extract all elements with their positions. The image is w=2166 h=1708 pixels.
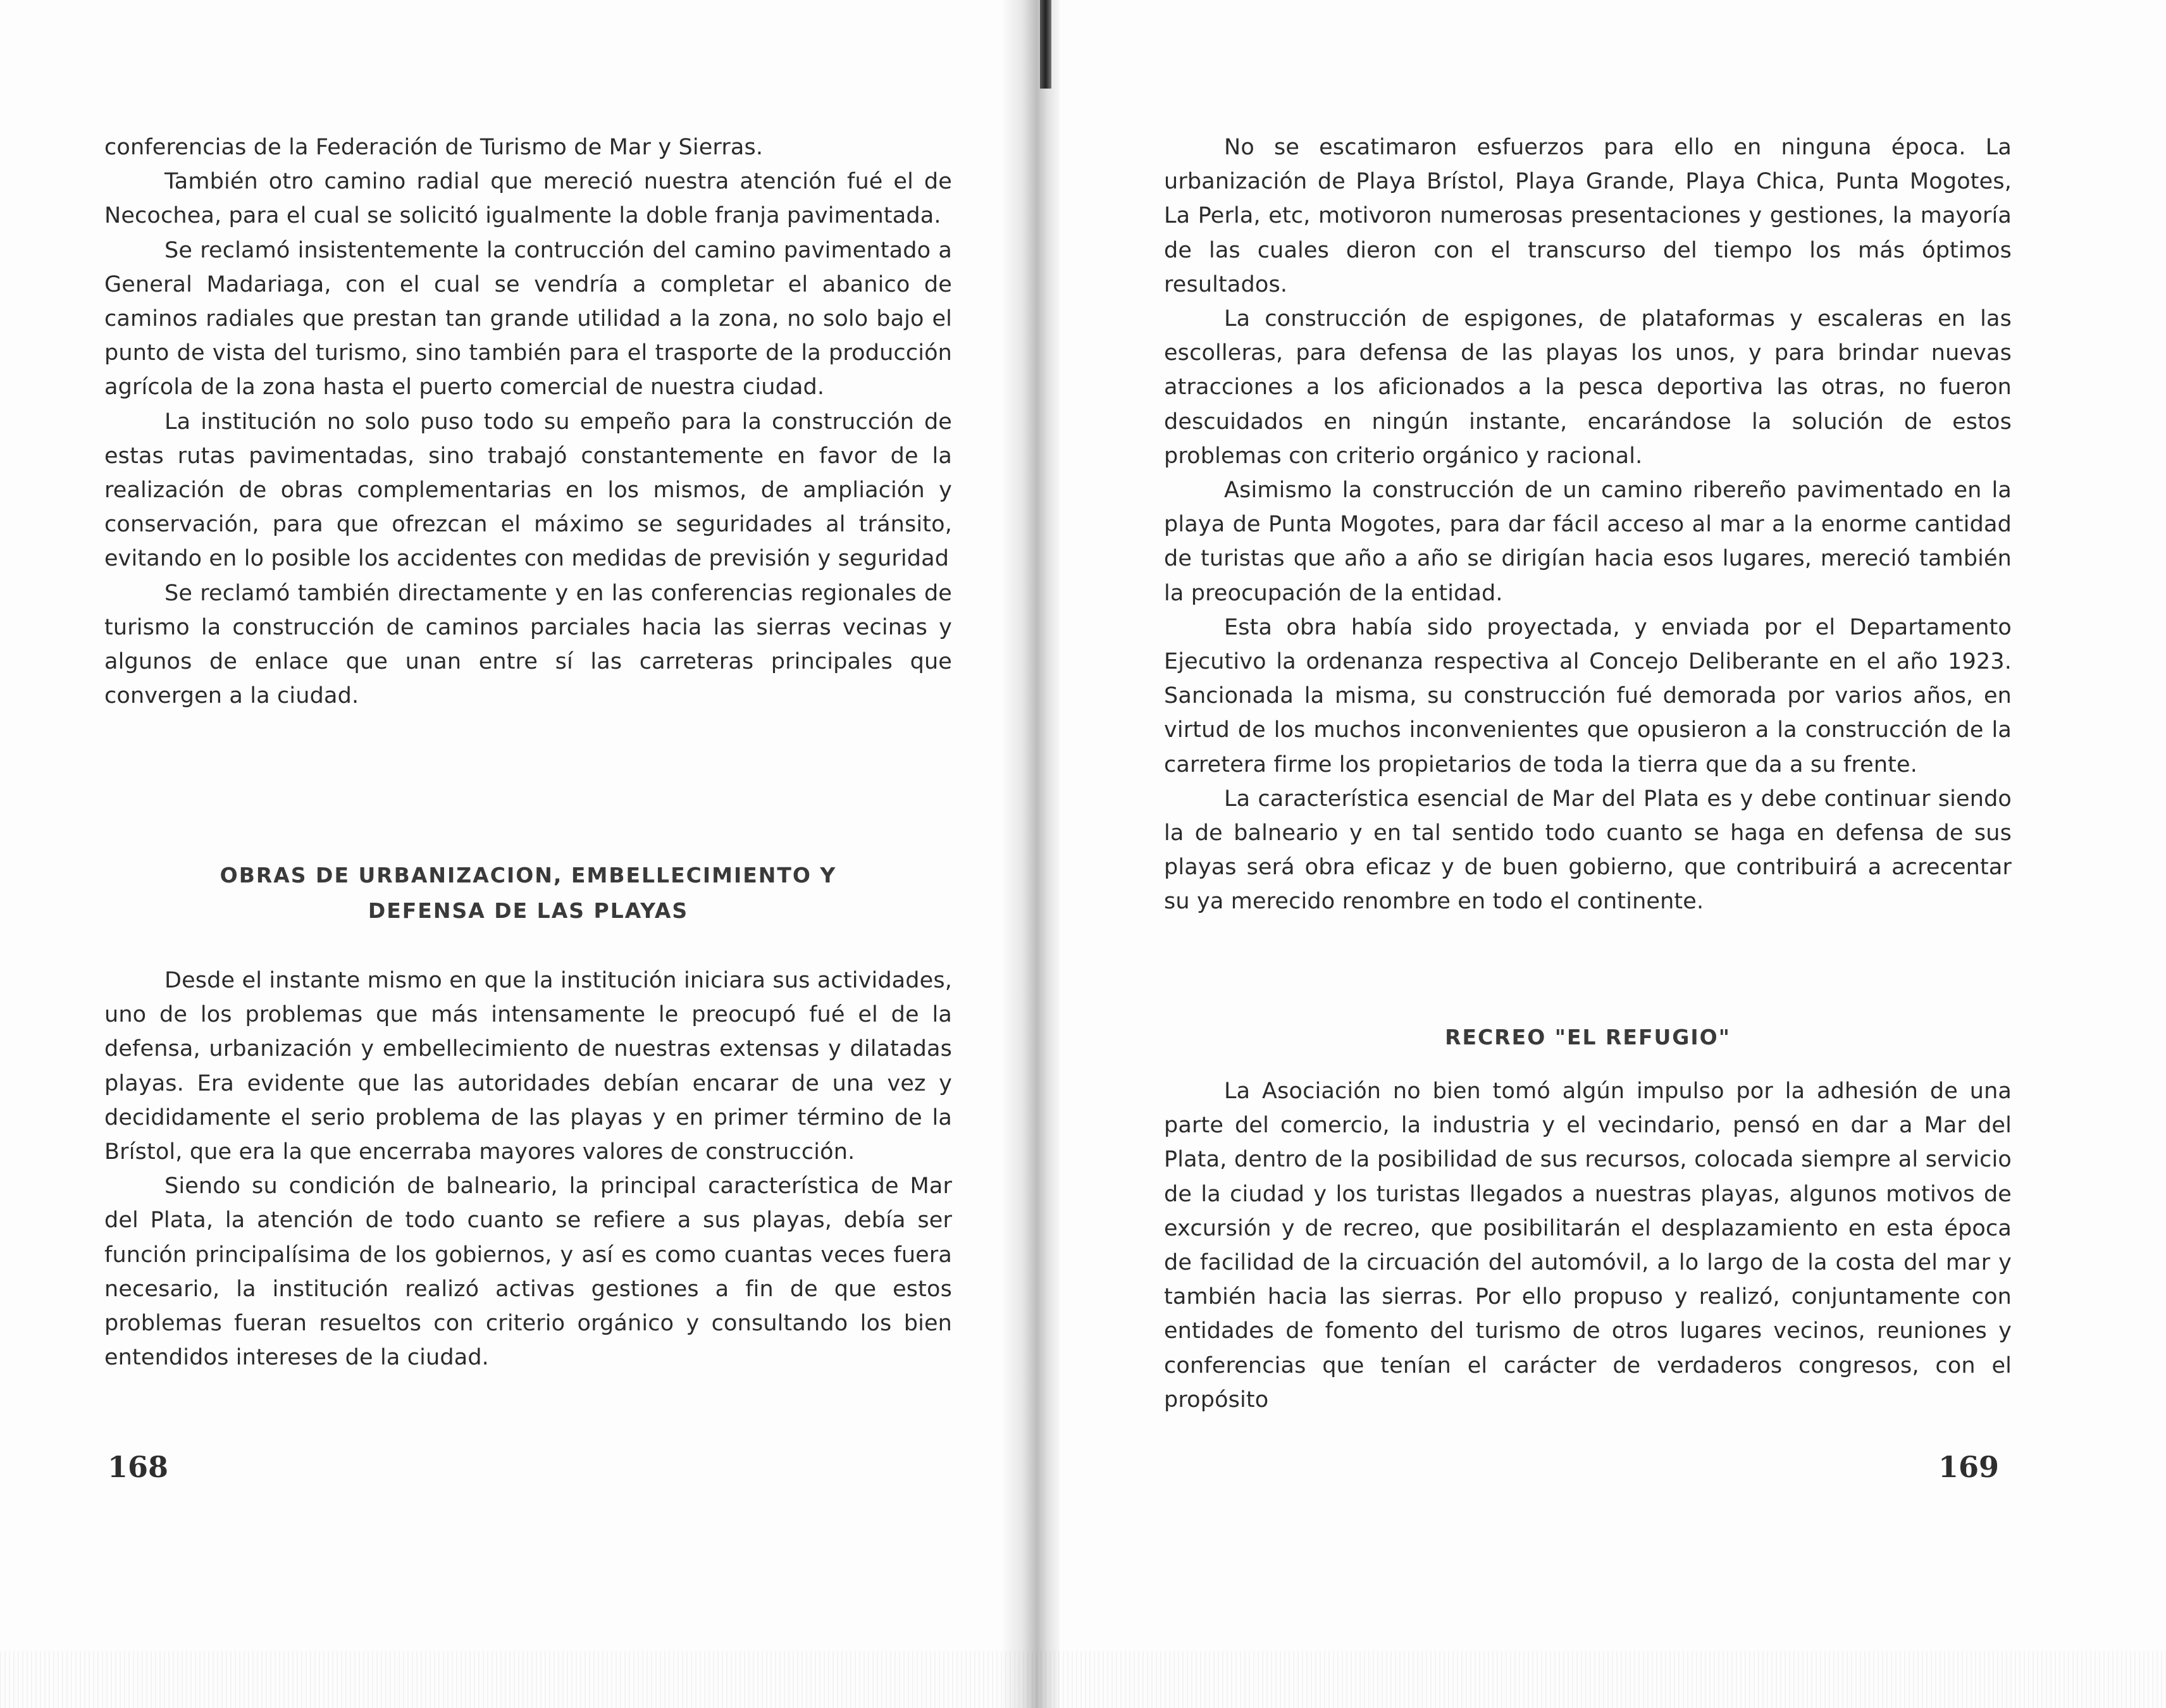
gutter-shadow xyxy=(1040,0,1051,89)
paragraph: Esta obra había sido proyectada, y enviada por el Departamento Ejecutivo la ordenanza respectiva al Concejo Deliberante en el año 1923. Sancionada la misma, su construcción fué demorada por varios años, en virtud de los muchos inconvenientes que opusieron a la construcción de la carretera firme los propietarios de toda la tierra que da a su frente. xyxy=(1164,614,2012,777)
book-gutter xyxy=(1003,0,1060,1708)
paragraph: La Asociación no bien tomó algún impulso por la adhesión de una parte del comercio, la industria y el vecindario, pensó en dar a Mar del Plata, dentro de la posibilidad de sus recursos, colocada siempre al servicio de la ciudad y los turistas llegados a nuestras playas, algunos motivos de excursión y de recreo, que posibilitarán el desplazamiento en esta época de facilidad de la circuación del automóvil, a lo largo de la costa del mar y también hacia las sierras. Por ello propuso y realizó, conjuntamente con entidades de fomento del turismo de otros lugares vecinos, reuniones y conferencias que tenían el carácter de verdaderos congresos, con el propósito xyxy=(1164,1079,2012,1413)
page-number: 168 xyxy=(108,1450,169,1484)
paragraph: Siendo su condición de balneario, la principal característica de Mar del Plata, la atención de todo cuanto se refiere a sus playas, debía ser función principalísima de los gobiernos, y así es como cuantas veces fuera necesario, la institución realizó activas gestiones a fin de que estos problemas fueran resueltos con criterio orgánico y consultando los bien entendidos intereses de la ciudad. xyxy=(104,1173,952,1371)
right-page xyxy=(1164,0,2012,1708)
paragraph: Se reclamó insistentemente la contrucción del camino pavimentado a General Madariaga, con el cual se vendría a completar el abanico de caminos radiales que prestan tan grande utilidad a la zona, no solo bajo el punto de vista del turismo, sino también para el trasporte de la producción agrícola de la zona hasta el puerto comercial de nuestra ciudad. xyxy=(104,237,952,400)
right-section-text xyxy=(1164,1074,2012,1417)
paragraph: La institución no solo puso todo su empeño para la construcción de estas rutas pavimentadas, sino trabajó constantemente en favor de la realización de obras complementarias en los mismos, de ampliación y conservación, para que ofrezcan el máximo se seguridades al tránsito, evitando en lo posible los accidentes con medidas de previsión y seguridad xyxy=(104,409,952,572)
left-section-text xyxy=(104,963,952,1375)
page-number: 169 xyxy=(1938,1450,1999,1484)
paragraph: Asimismo la construcción de un camino ribereño pavimentado en la playa de Punta Mogotes, para dar fácil acceso al mar a la enorme cantidad de turistas que año a año se dirigían hacia esos lugares, mereció también la preocupación de la entidad. xyxy=(1164,478,2012,606)
paragraph: La característica esencial de Mar del Plata es y debe continuar siendo la de balneario y en tal sentido todo cuanto se haga en defensa de sus playas será obra eficaz y de buen gobierno, que contribuirá a acrecentar su ya merecido renombre en todo el continente. xyxy=(1164,786,2012,915)
paragraph: conferencias de la Federación de Turismo de Mar y Sierras. xyxy=(104,135,764,160)
paragraph: También otro camino radial que mereció nuestra atención fué el de Necochea, para el cual se solicitó igualmente la doble franja pavimentada. xyxy=(104,169,952,229)
paragraph: Desde el instante mismo en que la institución iniciara sus actividades, uno de los problemas que más intensamente le preocupó fué el de la defensa, urbanización y embellecimiento de nuestras extensas y dilatadas playas. Era evidente que las autoridades debían encarar de una vez y decididamente el serio problema de las playas y en primer término de la Brístol, que era la que encerraba mayores valores de construcción. xyxy=(104,968,952,1165)
paragraph: Se reclamó también directamente y en las conferencias regionales de turismo la construcción de caminos parciales hacia las sierras vecinas y algunos de enlace que unan entre sí las carreteras principales que convergen a la ciudad. xyxy=(104,580,952,709)
section-heading-line1: OBRAS DE URBANIZACION, EMBELLECIMIENTO Y xyxy=(220,863,837,888)
paragraph: No se escatimaron esfuerzos para ello en ninguna época. La urbanización de Playa Brístol, Playa Grande, Playa Chica, Punta Mogotes, La Perla, etc, motivoron numerosas presentaciones y gestiones, la mayoría de las cuales dieron con el transcurso del tiempo los más óptimos resultados. xyxy=(1164,135,2012,297)
right-page-text xyxy=(1164,130,2012,919)
paragraph: La construcción de espigones, de plataformas y escaleras en las escolleras, para defensa de las playas los unos, y para brindar nuevas atracciones a los aficionados a la pesca deportiva las otras, no fueron descuidados en ningún instante, encarándose la solución de estos problemas con criterio orgánico y racional. xyxy=(1164,306,2012,469)
left-page-text xyxy=(104,130,952,713)
left-page xyxy=(104,0,952,1708)
section-heading: RECREO "EL REFUGIO" xyxy=(1445,1025,1731,1049)
section-heading-line2: DEFENSA DE LAS PLAYAS xyxy=(368,898,689,923)
